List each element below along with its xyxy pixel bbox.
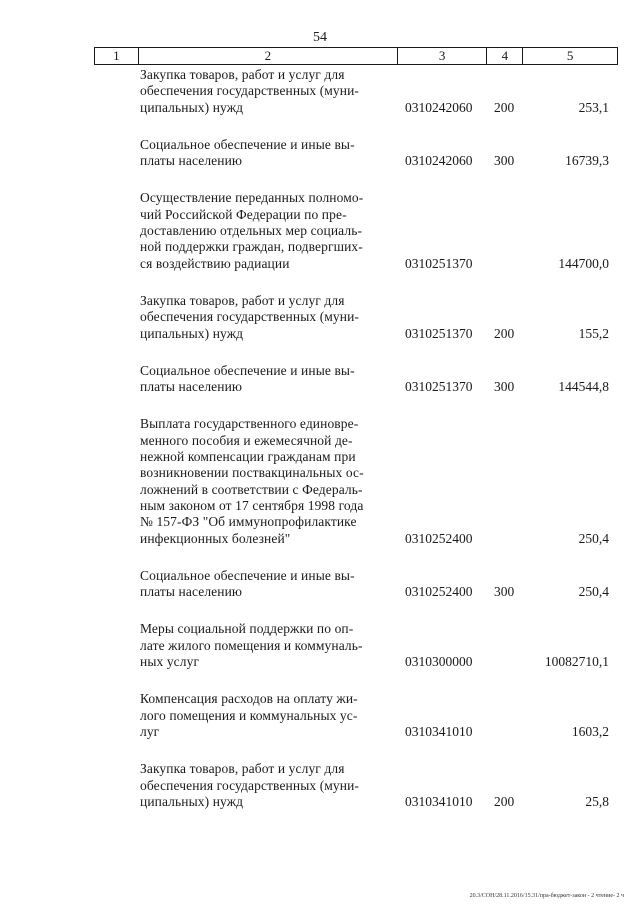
- row-amount: 1603,2: [571, 723, 609, 739]
- row-code: 0310252400: [405, 530, 473, 546]
- row-amount: 25,8: [585, 793, 609, 809]
- header-col-5: 5: [566, 48, 574, 63]
- row-amount: 10082710,1: [544, 654, 609, 670]
- budget-table-body: [140, 67, 618, 810]
- table-row: [140, 568, 618, 601]
- row-code: 0310252400: [405, 584, 473, 600]
- row-code: 0310341010: [405, 723, 473, 739]
- header-col-1: 1: [95, 48, 139, 64]
- row-description: Закупка товаров, работ и услуг для обеспечения государственных (муни- ципальных) нужд: [140, 67, 360, 115]
- row-description: Компенсация расходов на оплату жи- лого помещения и коммунальных ус- луг: [140, 691, 358, 739]
- table-row: [140, 416, 618, 546]
- row-expense-type: 200: [494, 99, 515, 115]
- row-expense-type: 300: [494, 379, 515, 395]
- row-code: 0310251370: [405, 325, 473, 341]
- row-code: 0310300000: [405, 654, 473, 670]
- table-row: [140, 137, 618, 170]
- row-code: 0310242060: [405, 99, 473, 115]
- header-col-2: 2: [139, 48, 398, 64]
- row-code: 0310242060: [405, 153, 473, 169]
- table-row: [140, 293, 618, 342]
- row-expense-type: 300: [494, 153, 515, 169]
- row-amount: 144544,8: [558, 379, 609, 395]
- row-amount: 155,2: [578, 325, 609, 341]
- table-header: [94, 47, 618, 65]
- header-col-3: 3: [398, 48, 488, 64]
- row-amount: 250,4: [578, 584, 609, 600]
- row-code: 0310251370: [405, 255, 473, 271]
- row-description: Закупка товаров, работ и услуг для обеспечения государственных (муни- ципальных) нужд: [140, 292, 360, 341]
- header-col-4: 4: [487, 48, 523, 64]
- row-amount: 16739,3: [565, 153, 609, 169]
- row-expense-type: 300: [494, 584, 515, 600]
- table-row: [140, 761, 618, 810]
- row-description: Выплата государственного единовре- менного пособия и ежемесячной де- нежной компенсации гражданам при возникновении поствакцинальных ос- ложнений в соответствии с Федераль- ным законом от 17 сентября 1998 года № 157-ФЗ "Об иммунопрофилактике инфекционных болезней": [140, 416, 364, 546]
- row-code: 0310341010: [405, 793, 473, 809]
- table-row: [140, 621, 618, 670]
- row-description: Меры социальной поддержки по оп- лате жилого помещения и коммуналь- ных услуг: [140, 621, 363, 670]
- row-amount: 253,1: [578, 99, 609, 115]
- table-row: [140, 363, 618, 396]
- row-amount: 250,4: [578, 530, 609, 546]
- table-row: [140, 190, 618, 271]
- row-description: Социальное обеспечение и иные вы- платы населению: [140, 567, 355, 600]
- row-description: Осуществление переданных полномо- чий Российской Федерации по пре- доставлению отдельных мер социаль- ной поддержки граждан, подвергших- ся воздействию радиации: [140, 190, 364, 271]
- row-amount: 144700,0: [558, 255, 609, 271]
- document-footer-stamp: 20.3/СОН/28.11.2016/15.31/пра-бюджет-закон - 2 чтение- 2 ч: [469, 893, 624, 899]
- row-code: 0310251370: [405, 379, 473, 395]
- page-number: 54: [313, 30, 327, 45]
- row-description: Закупка товаров, работ и услуг для обеспечения государственных (муни- ципальных) нужд: [140, 761, 360, 809]
- row-expense-type: 200: [494, 325, 515, 341]
- row-description: Социальное обеспечение и иные вы- платы населению: [140, 136, 355, 169]
- row-description: Социальное обеспечение и иные вы- платы населению: [140, 362, 355, 395]
- table-row: [140, 691, 618, 740]
- table-row: [140, 67, 618, 116]
- row-expense-type: 200: [494, 793, 515, 809]
